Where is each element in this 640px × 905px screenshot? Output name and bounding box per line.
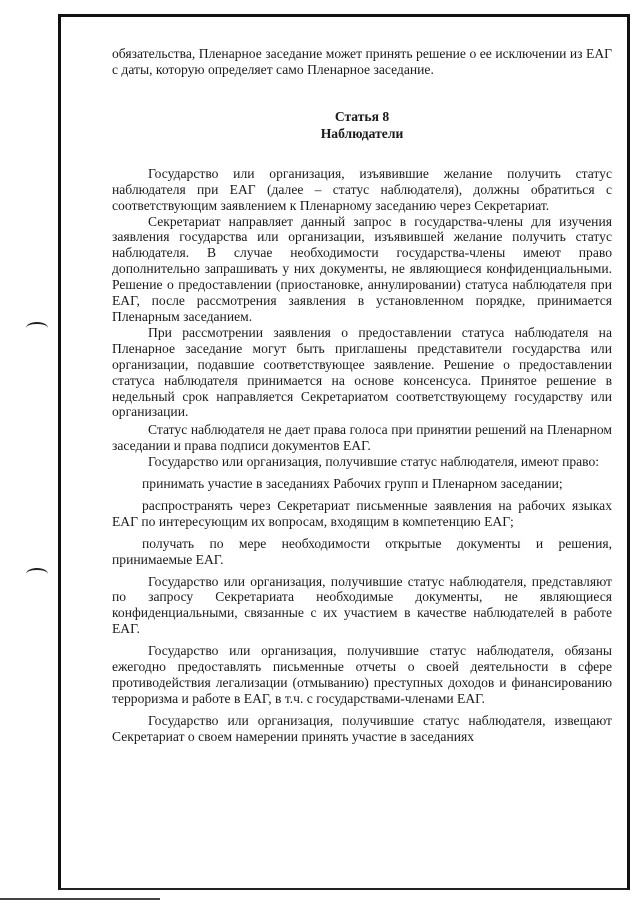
article-heading [112,108,612,142]
punch-hole-mark-bottom [26,568,48,580]
article-title: Наблюдатели [320,125,404,141]
paragraph-7: Государство или организация, получившие статус наблюдателя, обязаны ежегодно предоставлять письменные отчеты о своей деятельности в сфере противодействия легализации (отмыванию) преступных доходов и финансированию терроризма и работе в ЕАГ, в т.ч. с государствами-членами ЕАГ. [112,643,612,706]
rights-list-item-3: получать по мере необходимости открытые документы и решения, принимаемые ЕАГ. [112,535,612,567]
paragraph-3: При рассмотрении заявления о предоставлении статуса наблюдателя на Пленарное заседание могут быть приглашены представители государства или организации, подавшие соответствующее заявление. Решение о предоставлении статуса наблюдателя принимается на основе консенсуса. Принятое решение в недельный срок направляется Секретариатом соответствующему государству или организации. [112,324,612,420]
paragraph-2: Секретариат направляет данный запрос в государства-члены для изучения заявления государства или организации, изъявившей желание получить статус наблюдателя. В случае необходимости государства-члены имеют право дополнительно запрашивать у них документы, не являющиеся конфиденциальными. Решение о предоставлении (приостановке, аннулировании) статуса наблюдателя при ЕАГ, после рассмотрения заявления в установленном порядке, принимается Пленарным заседанием. [112,213,612,324]
document-body [112,46,612,745]
paragraph-6: Государство или организация, получившие статус наблюдателя, представляют по запросу Секретариата необходимые документы, не являющиеся конфиденциальными, связанные с их участием в качестве наблюдателей в работе ЕАГ. [112,573,612,637]
rights-list-item-1: принимать участие в заседаниях Рабочих групп и Пленарном заседании; [142,476,563,492]
paragraph-4: Статус наблюдателя не дает права голоса при принятии решений на Пленарном заседании и права подписи документов ЕАГ. [112,422,612,454]
paragraph-5: Государство или организация, получившие статус наблюдателя, имеют право: [148,454,600,470]
intro-paragraph: обязательства, Пленарное заседание может принять решение о ее исключении из ЕАГ с даты, которую определяет само Пленарное заседание. [112,46,612,77]
punch-hole-mark-top [26,322,48,334]
paragraph-1: Государство или организация, изъявившие желание получить статус наблюдателя при ЕАГ (далее – статус наблюдателя), должны обратиться с соответствующим заявлением к Пленарному заседанию через Секретариат. [112,165,612,213]
paragraph-8: Государство или организация, получившие статус наблюдателя, извещают Секретариат о своем намерении принять участие в заседаниях [112,712,612,744]
rights-list-item-2: распространять через Секретариат письменные заявления на рабочих языках ЕАГ по интересующим их вопросам, входящим в компетенцию ЕАГ; [112,497,612,529]
article-number: Статья 8 [334,108,390,124]
bottom-rule-line [0,898,160,900]
